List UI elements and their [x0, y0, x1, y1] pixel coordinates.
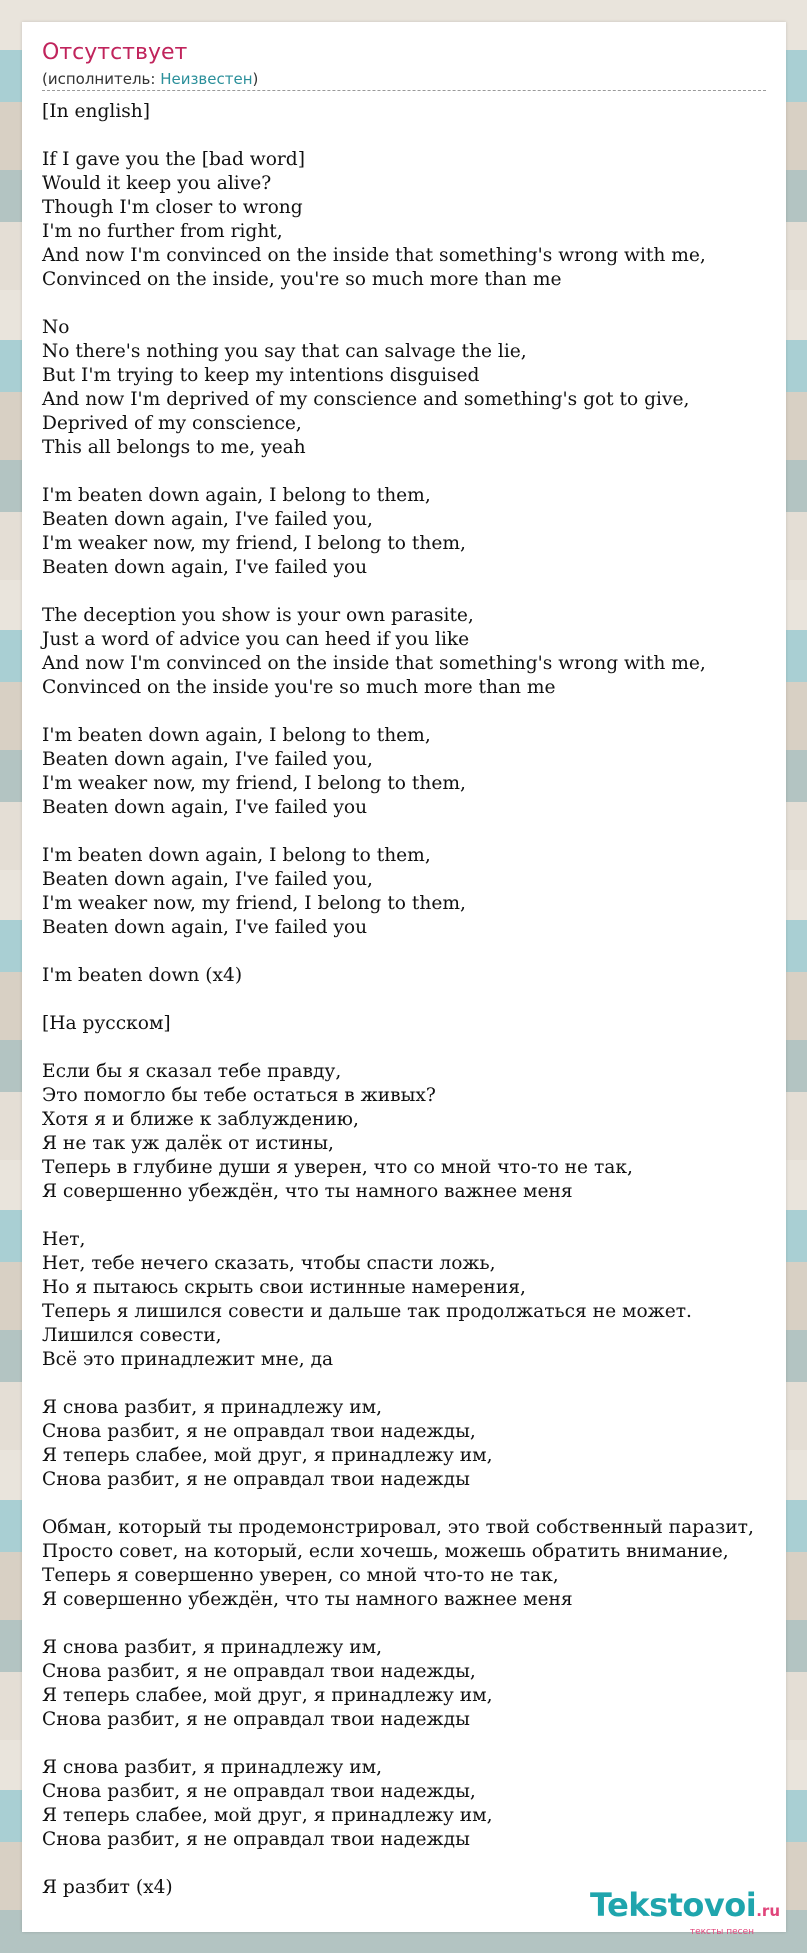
performer-line: [42, 70, 766, 91]
logo-name: Tekstovoi: [590, 1886, 757, 1924]
performer-link[interactable]: Неизвестен: [160, 70, 253, 88]
logo-tld: .ru: [756, 1902, 780, 1920]
lyrics-card: [22, 22, 786, 1937]
song-title: Отсутствует: [42, 40, 188, 65]
logo-tagline: тексты песен: [689, 1927, 754, 1937]
lyrics-text: [In english] If I gave you the [bad word] Would it keep you alive? Though I'm closer to wrong I'm no further from right, And now I'm convinced on the inside that something's wrong with me, Convinced on the inside, you're so much more than me No No there's nothing you say that can salvage the lie, But I'm trying to keep my intentions disguised And now I'm deprived of my conscience and something's got to give, Deprived of my conscience, This all belongs to me, yeah I'm beaten down again, I belong to them, Beaten down again, I've failed you, I'm weaker now, my friend, I belong to them, Beaten down again, I've failed you The deception you show is your own parasite, Just a word of advice you can heed if you like And now I'm convinced on the inside that something's wrong with me, Convinced on the inside you're so much more than me I'm beaten down again, I belong to them, Beaten down again, I've failed you, I'm weaker now, my friend, I belong to them, Beaten down again, I've failed you I'm beaten down again, I belong to them, Beaten down again, I've failed you, I'm weaker now, my friend, I belong to them, Beaten down again, I've failed you I'm beaten down (x4) [На русском] Если бы я сказал тебе правду, Это помогло бы тебе остаться в живых? Хотя я и ближе к заблуждению, Я не так уж далёк от истины, Теперь в глубине души я уверен, что со мной что-то не так, Я совершенно убеждён, что ты намного важнее меня Нет, Нет, тебе нечего сказать, чтобы спасти ложь, Но я пытаюсь скрыть свои истинные намерения, Теперь я лишился совести и дальше так продолжаться не может. Лишился совести, Всё это принадлежит мне, да Я снова разбит, я принадлежу им, Снова разбит, я не оправдал твои надежды, Я теперь слабее, мой друг, я принадлежу им, Снова разбит, я не оправдал твои надежды Обман, который ты продемонстрировал, это твой собственный паразит, Просто совет, на который, если хочешь, можешь обратить внимание, Теперь я совершенно уверен, со мной что-то не так, Я совершенно убеждён, что ты намного важнее меня Я снова разбит, я принадлежу им, Снова разбит, я не оправдал твои надежды, Я теперь слабее, мой друг, я принадлежу им, Снова разбит, я не оправдал твои надежды Я снова разбит, я принадлежу им, Снова разбит, я не оправдал твои надежды, Я теперь слабее, мой друг, я принадлежу им, Снова разбит, я не оправдал твои надежды Я разбит (x4): [42, 101, 754, 1898]
site-logo[interactable]: [570, 1886, 780, 1937]
performer-suffix: ): [252, 70, 259, 88]
performer-prefix: (исполнитель:: [42, 70, 161, 88]
logo-wordmark: [570, 1888, 780, 1928]
